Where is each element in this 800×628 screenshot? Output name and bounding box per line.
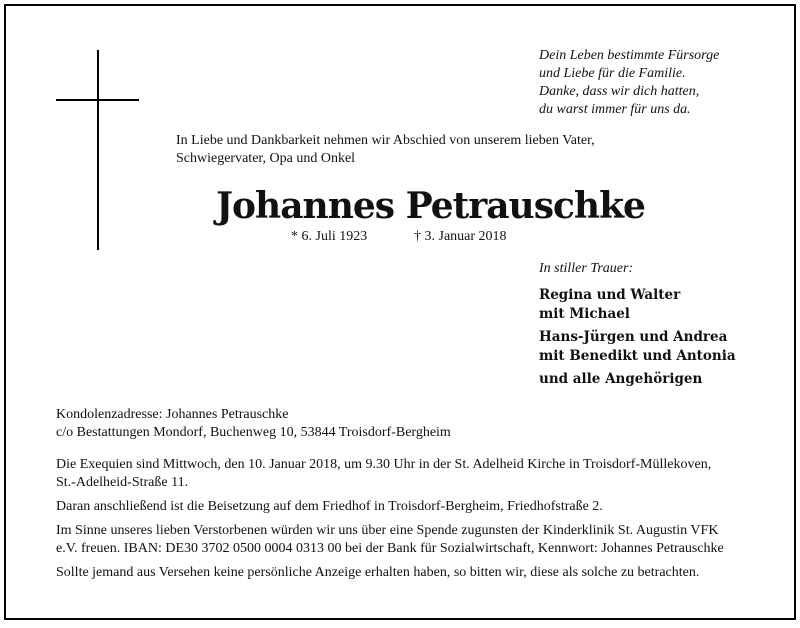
family-group <box>539 286 789 324</box>
intro-line: In Liebe und Dankbarkeit nehmen wir Abschied von unserem lieben Vater, <box>176 133 595 148</box>
burial-info: Daran anschließend ist die Beisetzung auf dem Friedhof in Troisdorf-Bergheim, Friedhofstraße 2. <box>56 499 603 514</box>
memorial-poem <box>539 47 789 119</box>
obituary-notice <box>4 4 796 620</box>
exequies-info <box>56 456 756 492</box>
poem-line: Danke, dass wir dich hatten, <box>539 84 700 99</box>
intro-line: Schwiegervater, Opa und Onkel <box>176 151 356 166</box>
family-group <box>539 328 789 366</box>
farewell-intro <box>176 132 736 168</box>
death-date: † 3. Januar 2018 <box>414 229 507 244</box>
family-member-line: Hans-Jürgen und Andrea <box>539 329 728 345</box>
poem-line: du warst immer für uns da. <box>539 102 691 117</box>
family-member-line: und alle Angehörigen <box>539 371 703 387</box>
family-member-line: Regina und Walter <box>539 287 681 303</box>
closing-note: Sollte jemand aus Versehen keine persönliche Anzeige erhalten haben, so bitten wir, diese als solche zu betrachten. <box>56 565 700 580</box>
family-member-line: mit Michael <box>539 306 630 322</box>
details-section <box>56 406 756 582</box>
deceased-name: Johannes Petrauschke <box>216 185 645 227</box>
family-member-line: mit Benedikt und Antonia <box>539 348 736 364</box>
exequies-line: St.-Adelheid-Straße 11. <box>56 475 189 490</box>
family-group <box>539 370 789 389</box>
poem-line: und Liebe für die Familie. <box>539 66 686 81</box>
mourners-label: In stiller Trauer: <box>539 261 634 276</box>
mourners-block <box>539 260 789 393</box>
condolence-line: c/o Bestattungen Mondorf, Buchenweg 10, 53844 Troisdorf-Bergheim <box>56 425 451 440</box>
donation-line: Im Sinne unseres lieben Verstorbenen würden wir uns über eine Spende zugunsten der Kinderklinik St. Augustin VFK <box>56 523 719 538</box>
exequies-line: Die Exequien sind Mittwoch, den 10. Januar 2018, um 9.30 Uhr in der St. Adelheid Kirche in Troisdorf-Müllekoven, <box>56 457 712 472</box>
condolence-address <box>56 406 756 442</box>
birth-date: * 6. Juli 1923 <box>291 229 368 244</box>
poem-line: Dein Leben bestimmte Fürsorge <box>539 48 720 63</box>
donation-info <box>56 522 756 558</box>
cross-vertical-bar <box>97 50 99 250</box>
donation-line: e.V. freuen. IBAN: DE30 3702 0500 0004 0313 00 bei der Bank für Sozialwirtschaft, Kennwort: Johannes Petrauschke <box>56 541 724 556</box>
condolence-line: Kondolenzadresse: Johannes Petrauschke <box>56 407 289 422</box>
cross-horizontal-bar <box>56 99 139 101</box>
